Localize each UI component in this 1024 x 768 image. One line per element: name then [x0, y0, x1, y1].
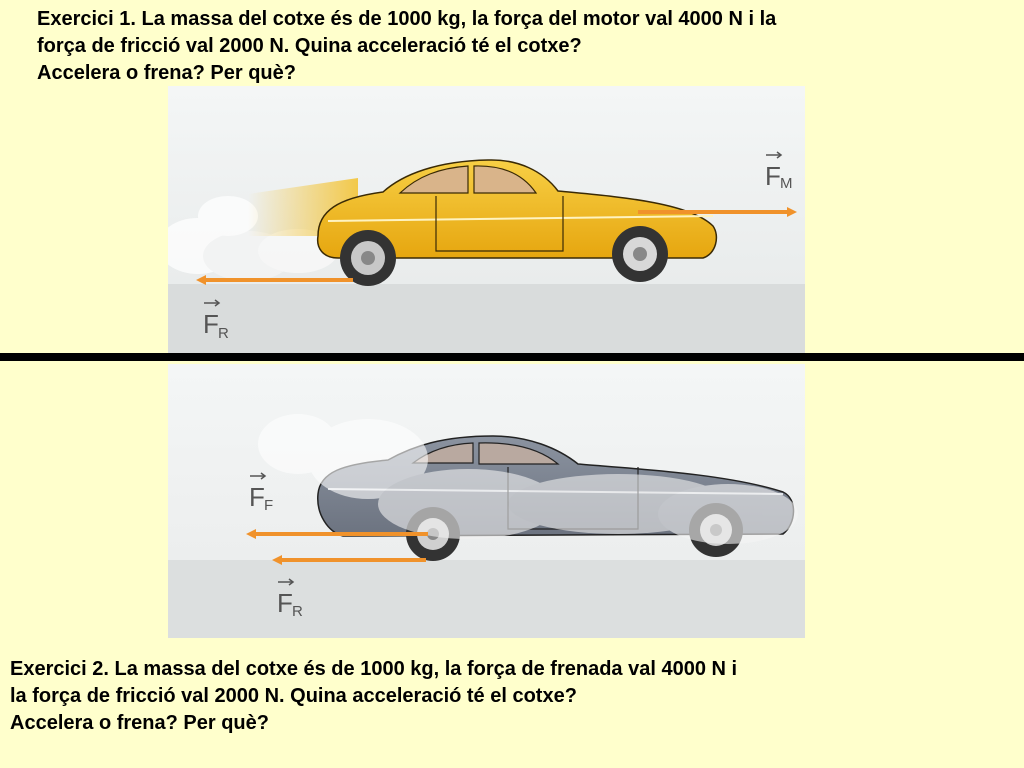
exercise-2-line: la força de fricció val 2000 N. Quina acceleració té el cotxe?: [10, 685, 577, 707]
rear-wheel: [340, 230, 396, 286]
exercise-1-text: [37, 6, 1012, 87]
friction-force-letter: F: [203, 309, 219, 339]
exercise-2-text: [10, 656, 1010, 737]
exercise-1-line: Accelera o frena? Per què?: [37, 62, 296, 84]
friction-force-subscript: R: [218, 325, 229, 342]
exercise-2-line: Accelera o frena? Per què?: [10, 712, 269, 734]
brake-force-subscript: F: [264, 497, 274, 514]
friction-force-letter: F: [277, 588, 293, 618]
friction-force-subscript: R: [292, 603, 303, 620]
accelerating-car-figure: [168, 86, 805, 354]
road: [168, 560, 805, 638]
exercise-1-line: Exercici 1. La massa del cotxe és de 1000 kg, la força del motor val 4000 N i la: [37, 8, 777, 30]
brake-force-letter: F: [249, 482, 265, 512]
exercise-2-line: Exercici 2. La massa del cotxe és de 1000 kg, la força de frenada val 4000 N i: [10, 658, 738, 680]
motor-force-subscript: M: [780, 175, 793, 192]
road: [168, 284, 805, 354]
motor-force-letter: F: [765, 161, 781, 191]
front-wheel: [612, 226, 668, 282]
braking-car-figure: [168, 364, 805, 638]
exercise-1-line: força de fricció val 2000 N. Quina acceleració té el cotxe?: [37, 35, 582, 57]
section-divider: [0, 353, 1024, 361]
